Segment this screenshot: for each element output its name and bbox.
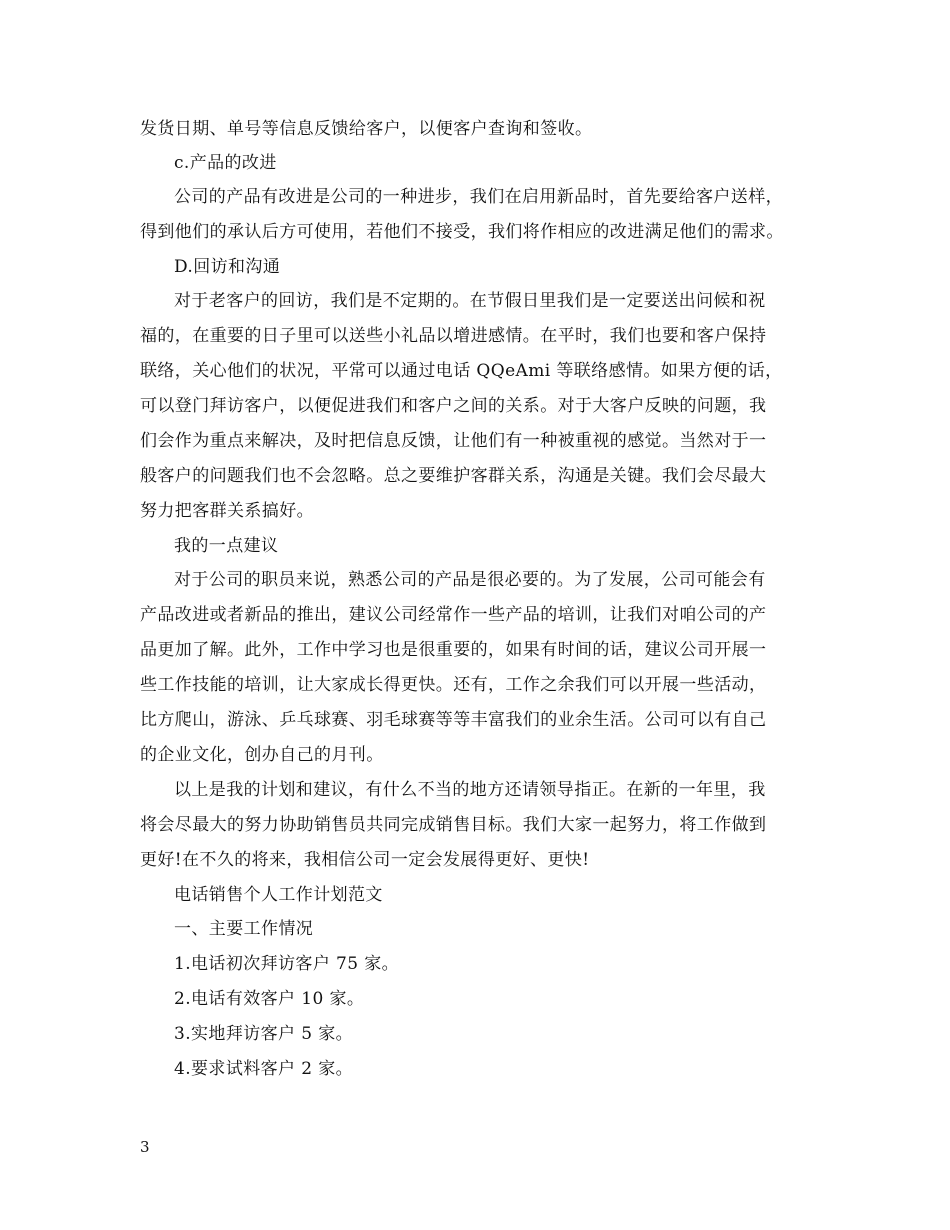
body-text-line: 公司的产品有改进是公司的一种进步，我们在启用新品时，首先要给客户送样， (174, 187, 783, 207)
page-number: 3 (140, 1138, 150, 1156)
section-heading: 一、主要工作情况 (174, 919, 314, 939)
body-text-line: 得到他们的承认后方可使用，若他们不接受，我们将作相应的改进满足他们的需求。 (140, 222, 784, 242)
body-text-line: 们会作为重点来解决，及时把信息反馈，让他们有一种被重视的感觉。当然对于一 (140, 431, 767, 451)
body-text-line: 发货日期、单号等信息反馈给客户，以便客户查询和签收。 (140, 119, 593, 139)
body-text-line: 品更加了解。此外，工作中学习也是很重要的，如果有时间的话，建议公司开展一 (140, 640, 767, 660)
section-heading: D.回访和沟通 (174, 257, 281, 277)
body-text-line: 对于公司的职员来说，熟悉公司的产品是很必要的。为了发展，公司可能会有 (174, 570, 766, 590)
body-text-line: 以上是我的计划和建议，有什么不当的地方还请领导指正。在新的一年里，我 (174, 780, 766, 800)
body-text-line: 可以登门拜访客户，以便促进我们和客户之间的关系。对于大客户反映的问题，我 (140, 396, 767, 416)
body-text-line: 将会尽最大的努力协助销售员共同完成销售目标。我们大家一起努力，将工作做到 (140, 815, 767, 835)
body-text-line: 般客户的问题我们也不会忽略。总之要维护客群关系，沟通是关键。我们会尽最大 (140, 466, 767, 486)
body-text-line: 产品改进或者新品的推出，建议公司经常作一些产品的培训，让我们对咱公司的产 (140, 605, 767, 625)
body-text-line: 福的，在重要的日子里可以送些小礼品以增进感情。在平时，我们也要和客户保持 (140, 326, 767, 346)
document-title: 电话销售个人工作计划范文 (174, 885, 383, 905)
list-item: 2.电话有效客户 10 家。 (174, 989, 365, 1009)
body-text-line: 比方爬山，游泳、乒乓球赛、羽毛球赛等等丰富我们的业余生活。公司可以有自己 (140, 710, 767, 730)
body-text-line: 些工作技能的培训，让大家成长得更快。还有，工作之余我们可以开展一些活动， (140, 675, 767, 695)
section-heading: c.产品的改进 (174, 153, 277, 173)
list-item: 1.电话初次拜访客户 75 家。 (174, 954, 400, 974)
list-item: 4.要求试料客户 2 家。 (174, 1059, 354, 1079)
body-text-line: 的企业文化，创办自己的月刊。 (140, 745, 384, 765)
list-item: 3.实地拜访客户 5 家。 (174, 1024, 354, 1044)
body-text-line: 对于老客户的回访，我们是不定期的。在节假日里我们是一定要送出问候和祝 (174, 291, 766, 311)
body-text-line: 更好!在不久的将来，我相信公司一定会发展得更好、更快! (140, 850, 590, 870)
section-heading: 我的一点建议 (174, 536, 279, 556)
body-text-line: 联络，关心他们的状况，平常可以通过电话 QQeAmi 等联络感情。如果方便的话， (140, 361, 783, 381)
body-text-line: 努力把客群关系搞好。 (140, 501, 314, 521)
